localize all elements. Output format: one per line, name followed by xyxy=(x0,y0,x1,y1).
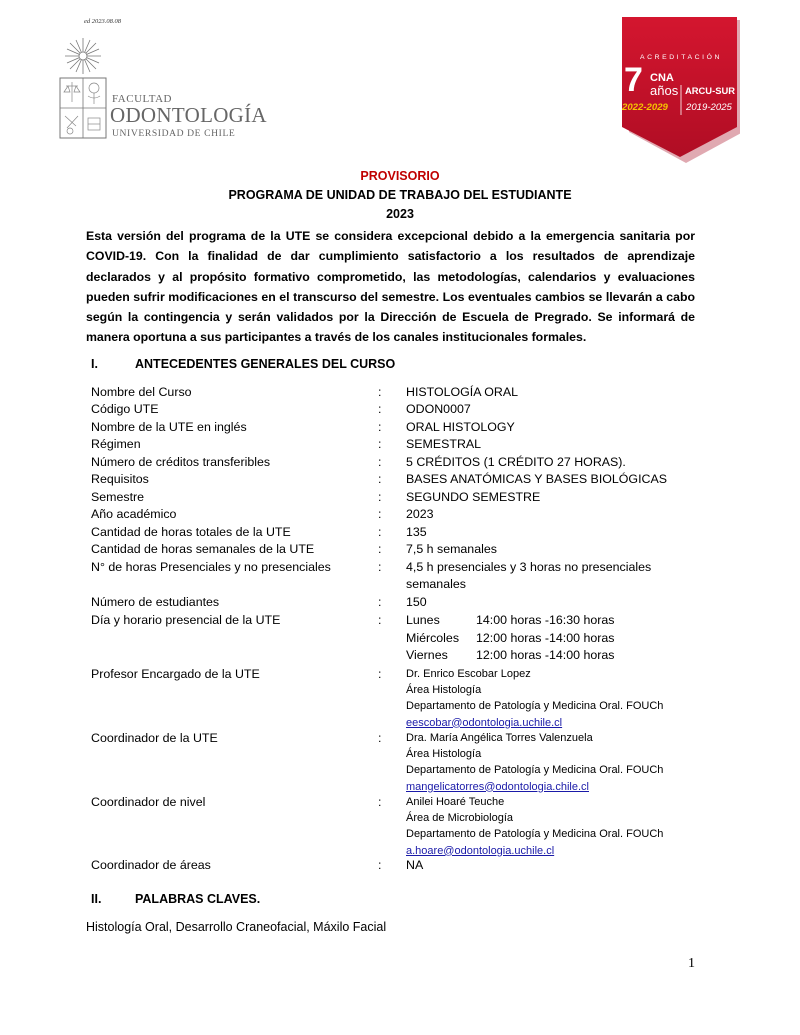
info-label: Código UTE xyxy=(91,402,159,416)
schedule-day: Miércoles xyxy=(406,630,460,645)
info-value: 4,5 h presenciales y 3 horas no presenciales semanales xyxy=(406,560,652,591)
faculty-logo xyxy=(58,36,267,146)
info-value: HISTOLOGÍA ORAL xyxy=(406,385,519,399)
staff-name: Dra. María Angélica Torres Valenzuela xyxy=(406,732,593,744)
areas-value: NA xyxy=(406,858,424,872)
keywords-text: Histología Oral, Desarrollo Craneofacial, Máxilo Facial xyxy=(86,920,387,934)
faculty-label: FACULTAD xyxy=(112,93,172,105)
staff-role-label: Profesor Encargado de la UTE xyxy=(91,667,260,681)
badge-cna: CNA xyxy=(650,72,674,84)
info-label: Semestre xyxy=(91,490,145,504)
info-label: Cantidad de horas semanales de la UTE xyxy=(91,542,315,556)
info-separator: : xyxy=(378,858,382,872)
badge-cna-period: 2022-2029 xyxy=(622,102,668,113)
info-separator: : xyxy=(378,560,382,574)
info-value: 150 xyxy=(406,595,427,609)
university-crest-icon xyxy=(58,36,108,146)
info-label: Cantidad de horas totales de la UTE xyxy=(91,525,291,539)
badge-years-number: 7 xyxy=(624,61,643,99)
info-value: ODON0007 xyxy=(406,402,471,416)
badge-heading: ACREDITACIÓN xyxy=(639,54,723,61)
staff-email-link[interactable]: mangelicatorres@odontologia.chile.cl xyxy=(406,780,589,793)
staff-dept: Departamento de Patología y Medicina Oral. FOUCh xyxy=(406,764,664,777)
section-2-number: II. xyxy=(91,892,102,906)
section-2-title: PALABRAS CLAVES. xyxy=(135,892,261,906)
info-value: BASES ANATÓMICAS Y BASES BIOLÓGICAS xyxy=(406,472,667,486)
info-value: 7,5 h semanales xyxy=(406,542,497,556)
staff-name: Anilei Hoaré Teuche xyxy=(406,796,505,808)
info-value: SEGUNDO SEMESTRE xyxy=(406,490,541,504)
badge-years-word: años xyxy=(650,83,679,98)
schedule-time: 12:00 horas -14:00 horas xyxy=(476,648,615,662)
info-separator: : xyxy=(378,795,382,809)
areas-label: Coordinador de áreas xyxy=(91,858,211,872)
badge-arcu-period: 2019-2025 xyxy=(686,102,732,113)
schedule-line xyxy=(406,630,614,648)
info-label: Nombre del Curso xyxy=(91,385,192,399)
staff-details xyxy=(406,730,663,795)
info-label: Requisitos xyxy=(91,472,149,486)
staff-role-label: Coordinador de nivel xyxy=(91,795,206,809)
info-label: Número de créditos transferibles xyxy=(91,455,271,469)
info-separator: : xyxy=(378,542,382,556)
info-label: Régimen xyxy=(91,437,141,451)
schedule-day: Viernes xyxy=(406,648,448,662)
section-1-title: ANTECEDENTES GENERALES DEL CURSO xyxy=(135,357,396,371)
university-name: UNIVERSIDAD DE CHILE xyxy=(112,128,236,139)
info-separator: : xyxy=(378,490,382,504)
info-separator: : xyxy=(378,595,382,609)
schedule-line xyxy=(406,647,614,665)
staff-name: Dr. Enrico Escobar Lopez xyxy=(406,668,531,680)
info-separator: : xyxy=(378,402,382,416)
program-title: PROGRAMA DE UNIDAD DE TRABAJO DEL ESTUDIANTE xyxy=(228,188,572,202)
badge-arcu: ARCU-SUR xyxy=(685,85,735,96)
schedule-label: Día y horario presencial de la UTE xyxy=(91,613,281,627)
edition-stamp: ed 2023.08.08 xyxy=(84,18,122,25)
info-value: 2023 xyxy=(406,507,434,521)
staff-details xyxy=(406,794,663,859)
document-titles xyxy=(0,167,800,224)
section-1-number: I. xyxy=(91,357,98,371)
staff-dept: Departamento de Patología y Medicina Oral. FOUCh xyxy=(406,828,664,841)
staff-area: Área Histología xyxy=(406,748,482,761)
info-label: Nombre de la UTE en inglés xyxy=(91,420,247,434)
info-value: ORAL HISTOLOGY xyxy=(406,420,515,434)
accreditation-badge xyxy=(622,17,740,163)
info-separator: : xyxy=(378,731,382,745)
info-separator: : xyxy=(378,613,382,627)
page-number: 1 xyxy=(688,956,695,971)
info-separator: : xyxy=(378,472,382,486)
info-value: 135 xyxy=(406,525,427,539)
info-separator: : xyxy=(378,525,382,539)
schedule-time: 14:00 horas -16:30 horas xyxy=(476,613,615,627)
schedule-day: Lunes xyxy=(406,613,440,627)
info-label: Número de estudiantes xyxy=(91,595,220,609)
staff-email-link[interactable]: a.hoare@odontologia.uchile.cl xyxy=(406,844,555,857)
staff-dept: Departamento de Patología y Medicina Oral. FOUCh xyxy=(406,700,664,713)
info-separator: : xyxy=(378,437,382,451)
info-separator: : xyxy=(378,420,382,434)
info-label: Año académico xyxy=(91,507,177,521)
info-value: 5 CRÉDITOS (1 CRÉDITO 27 HORAS). xyxy=(406,455,626,469)
info-separator: : xyxy=(378,507,382,521)
info-value: SEMESTRAL xyxy=(406,437,482,451)
schedule-line xyxy=(406,612,614,630)
staff-area: Área de Microbiología xyxy=(406,812,514,825)
staff-role-label: Coordinador de la UTE xyxy=(91,731,218,745)
staff-email-link[interactable]: eescobar@odontologia.uchile.cl xyxy=(406,716,563,729)
info-separator: : xyxy=(378,667,382,681)
schedule-value xyxy=(406,612,614,665)
info-separator: : xyxy=(378,385,382,399)
schedule-time: 12:00 horas -14:00 horas xyxy=(476,630,615,645)
intro-paragraph: Esta versión del programa de la UTE se considera excepcional debido a la emergencia sanitaria por COVID-19. Con la finalidad de dar cumplimiento satisfactorio a los resultados de aprendizaje declarados y al propósito formativo comprometido, las metodologías, calendarios y evaluaciones pueden sufrir modificaciones en el transcurso del semestre. Los eventuales cambios se llevarán a cabo según la contingencia y serán validados por la Dirección de Escuela de Pregrado. Se informará de manera oportuna a sus participantes a través de los canales institucionales formales. xyxy=(86,229,695,345)
staff-area: Área Histología xyxy=(406,684,482,697)
info-separator: : xyxy=(378,455,382,469)
faculty-name: ODONTOLOGÍA xyxy=(110,103,267,127)
staff-details xyxy=(406,666,663,731)
year-title: 2023 xyxy=(386,207,414,221)
status-title: PROVISORIO xyxy=(360,169,440,183)
info-label: N° de horas Presenciales y no presenciales xyxy=(91,560,331,574)
